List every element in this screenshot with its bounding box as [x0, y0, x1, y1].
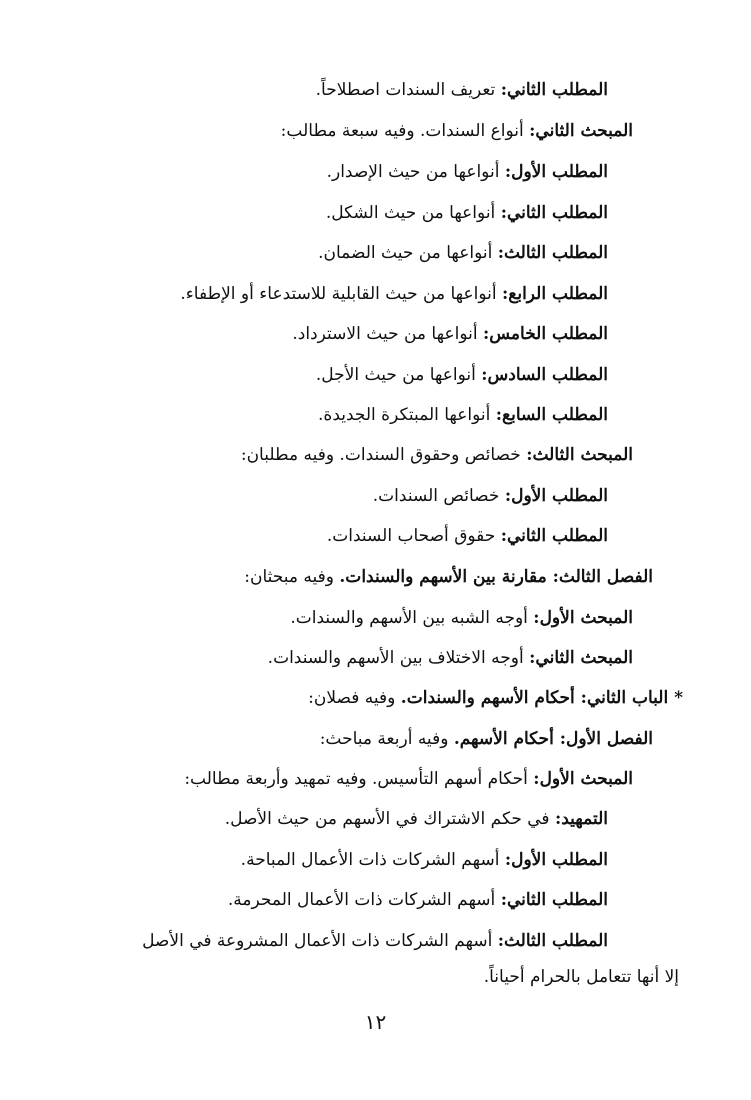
entry-text: أسهم الشركات ذات الأعمال المحرمة.: [227, 890, 501, 910]
entry-label: المبحث الثاني:: [529, 121, 633, 141]
toc-entry: [180, 282, 608, 306]
entry-label: المطلب الأول:: [504, 162, 608, 182]
entry-text: أوجه الاختلاف بين الأسهم والسندات.: [267, 648, 530, 668]
entry-label: المبحث الأول:: [533, 608, 633, 628]
entry-label: المطلب الأول:: [504, 486, 608, 506]
toc-entry: [326, 201, 608, 225]
entry-label: * الباب الثاني: أحكام الأسهم والسندات.: [400, 688, 683, 708]
entry-text: أنواعها من حيث الأجل.: [315, 365, 482, 385]
entry-label: المبحث الأول:: [533, 769, 633, 789]
entry-label: المطلب الخامس:: [482, 324, 608, 344]
entry-text: تعريف السندات اصطلاحاً.: [315, 80, 501, 100]
toc-entry: [316, 363, 608, 387]
toc-entry: [290, 606, 633, 630]
entry-text: وفيه أربعة مباحث:: [319, 729, 454, 749]
toc-entry: [373, 484, 608, 508]
entry-label: المطلب الثالث:: [497, 243, 608, 263]
entry-label: المبحث الثاني:: [529, 648, 633, 668]
entry-text: حقوق أصحاب السندات.: [326, 526, 501, 546]
entry-text: أنواعها من حيث القابلية للاستدعاء أو الإطفاء.: [180, 284, 503, 304]
entry-label: المطلب الثاني:: [500, 526, 608, 546]
toc-entry: [142, 929, 608, 953]
entry-label: الفصل الثالث: مقارنة بين الأسهم والسندات.: [339, 567, 653, 587]
entry-label: المطلب الرابع:: [502, 284, 608, 304]
entry-text: أنواعها من حيث الإصدار.: [326, 162, 505, 182]
entry-text: أحكام أسهم التأسيس. وفيه تمهيد وأربعة مطالب:: [184, 769, 534, 789]
toc-entry: [268, 646, 633, 670]
entry-label: المطلب الثاني:: [500, 80, 608, 100]
entry-text: خصائص السندات.: [372, 486, 505, 506]
entry-label: المطلب الثاني:: [500, 203, 608, 223]
toc-entry: [241, 848, 608, 872]
entry-text: خصائص وحقوق السندات. وفيه مطلبان:: [240, 445, 527, 465]
entry-text: في حكم الاشتراك في الأسهم من حيث الأصل.: [224, 809, 555, 829]
toc-entry: [281, 119, 633, 143]
entry-text: أنواعها من حيث الشكل.: [325, 203, 501, 223]
entry-text: أسهم الشركات ذات الأعمال المشروعة في الأصل: [142, 931, 498, 951]
toc-entry: [316, 78, 608, 102]
toc-entry: [327, 524, 608, 548]
toc-entry-continuation: [484, 965, 679, 989]
toc-entry: [225, 807, 608, 831]
entry-text: أنواع السندات. وفيه سبعة مطالب:: [280, 121, 530, 141]
toc-entry: [228, 888, 608, 912]
toc-entry: [320, 727, 653, 751]
page-number: ١٢: [364, 1010, 387, 1034]
entry-label: المطلب الأول:: [504, 850, 608, 870]
entry-text: أسهم الشركات ذات الأعمال المباحة.: [240, 850, 505, 870]
toc-entry: [327, 160, 608, 184]
entry-label: المطلب السابع:: [495, 405, 608, 425]
entry-label: المطلب الثاني:: [500, 890, 608, 910]
entry-text: وفيه فصلان:: [308, 688, 401, 708]
entry-text: وفيه مبحثان:: [244, 567, 340, 587]
entry-label: المبحث الثالث:: [526, 445, 633, 465]
entry-label: الفصل الأول: أحكام الأسهم.: [453, 729, 653, 749]
toc-entry: [318, 403, 608, 427]
entry-label: المطلب السادس:: [481, 365, 608, 385]
toc-entry: [184, 767, 633, 791]
entry-label: المطلب الثالث:: [497, 931, 608, 951]
entry-label: التمهيد:: [554, 809, 608, 829]
entry-text: أنواعها من حيث الاسترداد.: [292, 324, 483, 344]
entry-text: أنواعها المبتكرة الجديدة.: [318, 405, 496, 425]
entry-text: أوجه الشبه بين الأسهم والسندات.: [290, 608, 534, 628]
entry-text: أنواعها من حيث الضمان.: [318, 243, 498, 263]
entry-text: إلا أنها تتعامل بالحرام أحياناً.: [483, 967, 679, 987]
toc-entry: [308, 686, 683, 710]
toc-entry: [292, 322, 608, 346]
toc-entry: [244, 565, 653, 589]
toc-entry: [318, 241, 608, 265]
toc-entry: [241, 443, 633, 467]
